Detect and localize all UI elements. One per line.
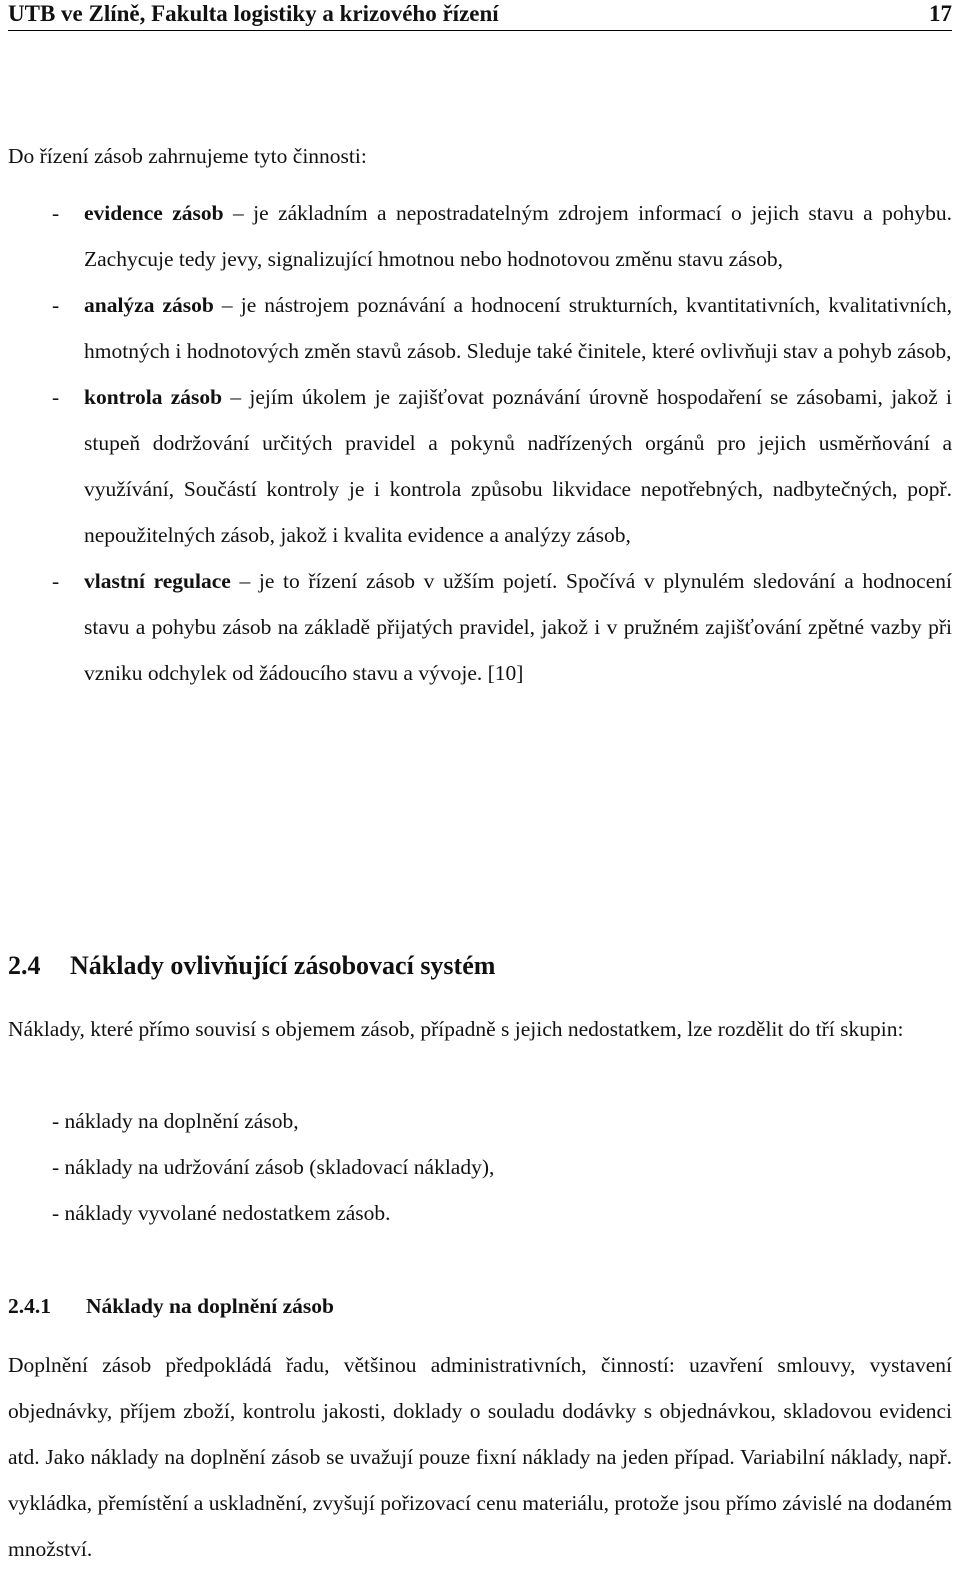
list-item xyxy=(8,374,952,558)
page-number: 17 xyxy=(929,1,952,26)
subsection-title: Náklady na doplnění zásob xyxy=(86,1294,334,1318)
activity-text: – je základním a nepostradatelným zdrojem informací o jejich stavu a pohybu. Zachycuje tedy jevy, signalizující hmotnou nebo hodnotovou změnu stavu zásob, xyxy=(84,201,952,271)
subsection-number: 2.4.1 xyxy=(8,1294,51,1318)
section-intro: Náklady, které přímo souvisí s objemem zásob, případně s jejich nedostatkem, lze rozdělit do tří skupin: xyxy=(8,1017,904,1041)
intro-paragraph: Do řízení zásob zahrnujeme tyto činnosti: xyxy=(8,144,367,168)
section-title: Náklady ovlivňující zásobovací systém xyxy=(70,951,496,980)
list-dash: - xyxy=(52,293,60,317)
list-dash: - xyxy=(52,569,60,593)
activity-term: vlastní regulace xyxy=(84,569,231,593)
subsection-body: Doplnění zásob předpokládá řadu, většinou administrativních, činností: uzavření smlouvy, vystavení objednávky, příjem zboží, kontrolu jakosti, doklady o souladu dodávky s objednávkou, skladovou evidenci atd. Jako náklady na doplnění zásob se uvažují pouze fixní náklady na jeden případ. Variabilní náklady, např. vykládka, přemístění a uskladnění, zvyšují pořizovací cenu materiálu, protože jsou přímo závislé na dodaném množství. xyxy=(8,1353,952,1561)
activity-term: evidence zásob xyxy=(84,201,224,225)
list-item xyxy=(8,282,952,374)
subsection-heading xyxy=(8,1290,334,1322)
activity-term: analýza zásob xyxy=(84,293,214,317)
header-school-name: UTB ve Zlíně, Fakulta logistiky a krizového řízení xyxy=(8,1,499,26)
activity-text: – je nástrojem poznávání a hodnocení strukturních, kvantitativních, kvalitativních, hmotných i hodnotových změn stavů zásob. Sleduje také činitele, které ovlivňuji stav a pohyb zásob, xyxy=(84,293,952,363)
page-header xyxy=(8,2,952,31)
list-dash: - xyxy=(52,201,60,225)
section-number: 2.4 xyxy=(8,951,41,980)
list-item xyxy=(8,558,952,696)
activity-text: – jejím úkolem je zajišťovat poznávání úrovně hospodaření se zásobami, jakož i stupeň dodržování určitých pravidel a pokynů nadřízených orgánů pro jejich usměrňování a využívání, Součástí kontroly je i kontrola způsobu likvidace nepotřebných, nadbytečných, popř. nepoužitelných zásob, jakož i kvalita evidence a analýzy zásob, xyxy=(84,385,952,547)
cost-groups-list xyxy=(8,1098,952,1236)
activity-text: – je to řízení zásob v užším pojetí. Spočívá v plynulém sledování a hodnocení stavu a pohybu zásob na základě přijatých pravidel, jakož i v pružném zajišťování zpětné vazby při vzniku odchylek od žádoucího stavu a vývoje. [10] xyxy=(84,569,952,685)
list-item: - náklady na doplnění zásob, xyxy=(52,1109,299,1133)
activity-term: kontrola zásob xyxy=(84,385,223,409)
list-item: - náklady na udržování zásob (skladovací náklady), xyxy=(52,1155,495,1179)
list-item xyxy=(8,190,952,282)
activities-list xyxy=(8,190,952,696)
section-heading xyxy=(8,946,495,986)
list-dash: - xyxy=(52,385,60,409)
list-item: - náklady vyvolané nedostatkem zásob. xyxy=(52,1201,391,1225)
